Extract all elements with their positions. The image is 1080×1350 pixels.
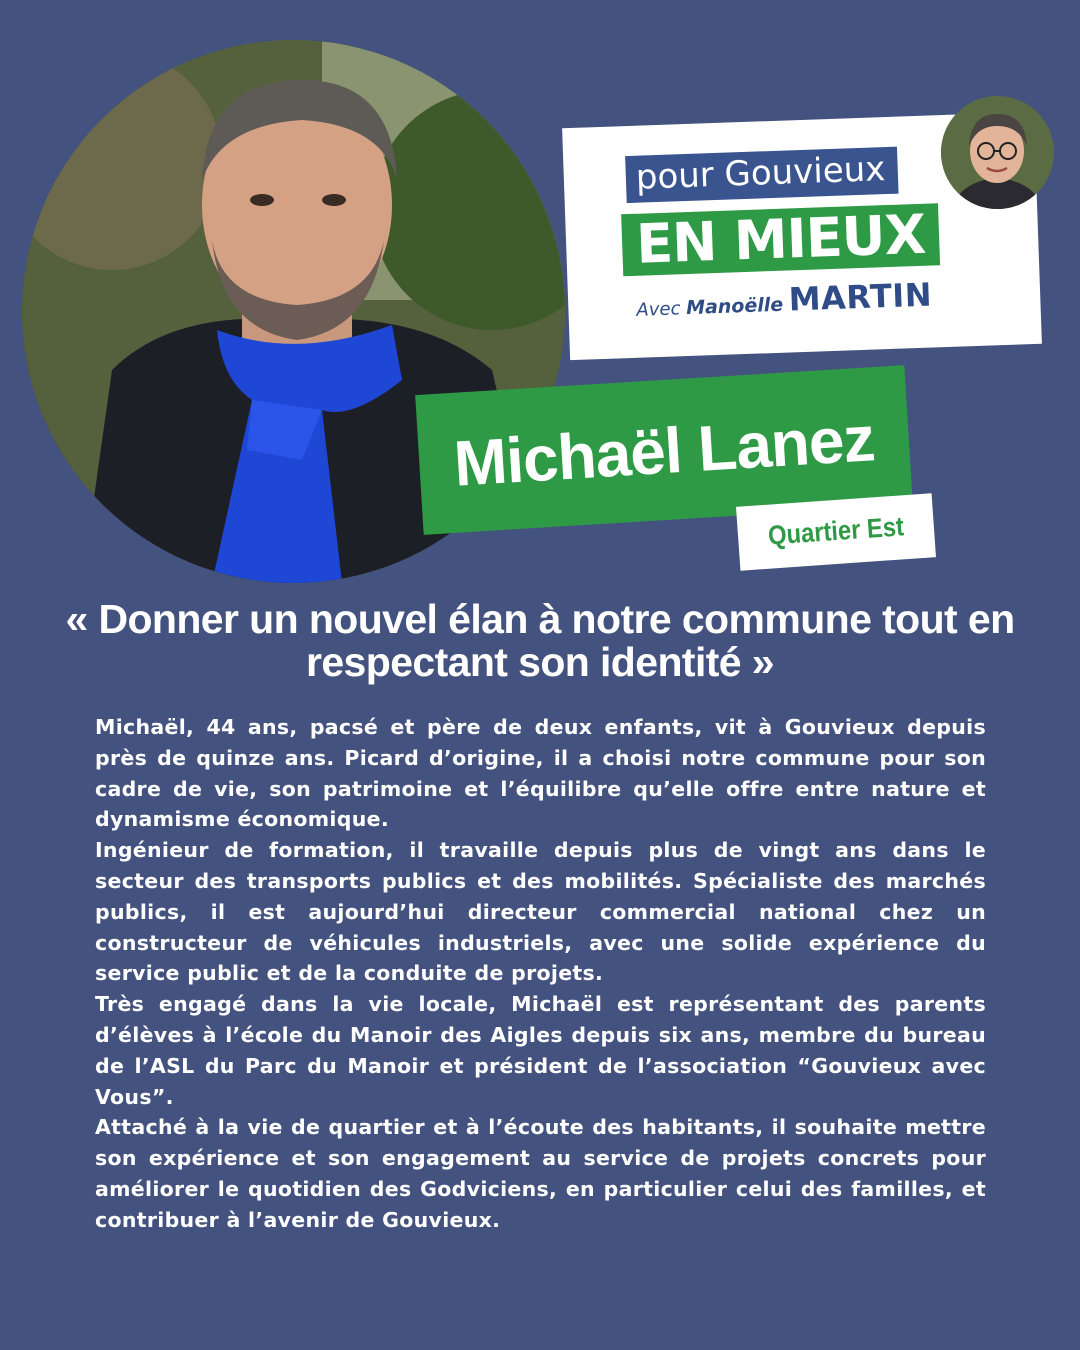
candidate-name: Michaël Lanez <box>451 402 877 500</box>
logo-leader-first-name: Manoëlle <box>685 293 784 320</box>
district-label: Quartier Est <box>767 511 905 551</box>
logo-leader-last-name: MARTIN <box>788 275 933 319</box>
leader-avatar <box>941 96 1054 209</box>
district-badge <box>736 493 936 571</box>
bio-paragraph: Attaché à la vie de quartier et à l’écoute des habitants, il souhaite mettre son expérience et son engagement au service de projets concrets pour améliorer le quotidien des Godviciens, en particulier celui des familles, et contribuer à l’avenir de Gouvieux. <box>95 1115 986 1232</box>
bio-paragraph: Ingénieur de formation, il travaille depuis plus de vingt ans dans le secteur des transports publics et des mobilités. Spécialiste des marchés publics, il est aujourd’hui directeur commercial national chez un constructeur de véhicules industriels, avec une solide expérience du service public et de la conduite de projets. <box>95 838 986 986</box>
logo-avec: Avec <box>636 298 681 321</box>
logo-leader <box>636 276 933 324</box>
bio-paragraph: Michaël, 44 ans, pacsé et père de deux enfants, vit à Gouvieux depuis près de quinze ans. Picard d’origine, il a choisi notre commune pour son cadre de vie, son patrimoine et l’équilibre qu’elle offre entre nature et dynamisme économique. <box>95 715 986 832</box>
candidate-quote: « Donner un nouvel élan à notre commune tout en respectant son identité » <box>65 596 1015 686</box>
logo-slogan: EN MIEUX <box>621 203 940 276</box>
logo-tagline: pour Gouvieux <box>625 147 898 204</box>
bio-paragraph: Très engagé dans la vie locale, Michaël est représentant des parents d’élèves à l’école du Manoir des Aigles depuis six ans, membre du bureau de l’ASL du Parc du Manoir et président de l’association “Gouvieux avec Vous”. <box>95 992 986 1109</box>
candidate-bio <box>95 712 986 1236</box>
